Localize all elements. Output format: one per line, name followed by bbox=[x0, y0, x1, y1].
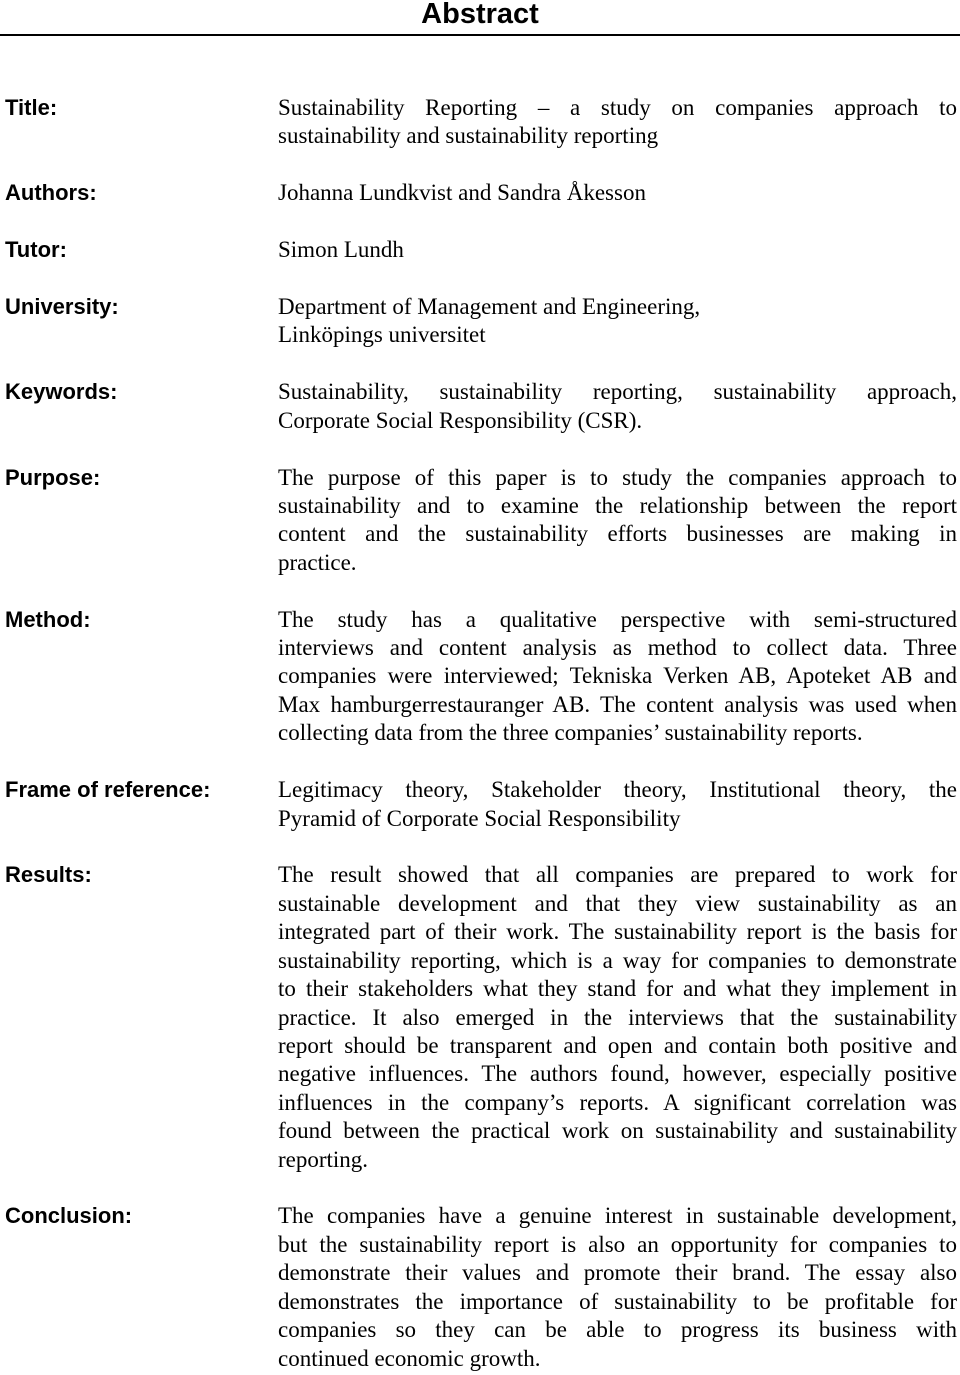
conclusion-value bbox=[278, 1202, 957, 1373]
results-line: to their stakeholders what they stand for and what they implement in bbox=[278, 976, 957, 1002]
purpose-label: Purpose: bbox=[5, 464, 101, 490]
section-title bbox=[0, 94, 960, 151]
results-line: reporting. bbox=[278, 1146, 369, 1172]
conclusion-line: continued economic growth. bbox=[278, 1345, 541, 1371]
title-line: sustainability and sustainability reporting bbox=[278, 123, 659, 149]
section-purpose bbox=[0, 464, 960, 578]
title-value bbox=[278, 94, 957, 151]
method-line: companies were interviewed; Tekniska Verken AB, Apoteket AB and bbox=[278, 663, 957, 689]
university-line: Department of Management and Engineering, bbox=[278, 293, 701, 319]
method-value bbox=[278, 606, 957, 748]
method-line: collecting data from the three companies’ sustainability reports. bbox=[278, 720, 863, 746]
tutor-line: Simon Lundh bbox=[278, 237, 404, 263]
results-line: practice. It also emerged in the interviews that the sustainability bbox=[278, 1004, 957, 1030]
results-line: sustainable development and that they view sustainability as an bbox=[278, 890, 957, 916]
section-frame-of-reference bbox=[0, 776, 960, 833]
frame-of-reference-value bbox=[278, 776, 957, 833]
abstract-heading: Abstract bbox=[421, 0, 539, 30]
section-method bbox=[0, 606, 960, 748]
frame-of-reference-label: Frame of reference: bbox=[5, 777, 211, 803]
authors-line: Johanna Lundkvist and Sandra Åkesson bbox=[278, 180, 646, 206]
keywords-value bbox=[278, 378, 957, 435]
title-line: Sustainability Reporting – a study on companies approach to bbox=[278, 95, 957, 120]
results-line: sustainability reporting, which is a way for companies to demonstrate bbox=[278, 947, 957, 973]
section-tutor bbox=[0, 236, 960, 264]
results-value bbox=[278, 861, 957, 1174]
university-line: Linköpings universitet bbox=[278, 322, 486, 348]
method-line: The study has a qualitative perspective with semi-structured bbox=[278, 606, 957, 632]
authors-value bbox=[278, 179, 957, 207]
authors-label: Authors: bbox=[5, 180, 97, 206]
abstract-body bbox=[0, 94, 960, 1373]
results-line: negative influences. The authors found, however, especially positive bbox=[278, 1061, 957, 1087]
conclusion-line: demonstrates the importance of sustainability to be profitable for bbox=[278, 1288, 957, 1314]
results-line: The result showed that all companies are prepared to work for bbox=[278, 862, 957, 888]
conclusion-line: demonstrate their values and promote their brand. The essay also bbox=[278, 1260, 957, 1286]
section-university bbox=[0, 293, 960, 350]
method-line: interviews and content analysis as method to collect data. Three bbox=[278, 635, 957, 661]
purpose-line: The purpose of this paper is to study the companies approach to bbox=[278, 464, 957, 490]
university-value bbox=[278, 293, 957, 350]
purpose-line: sustainability and to examine the relationship between the report bbox=[278, 492, 957, 518]
results-line: integrated part of their work. The sustainability report is the basis for bbox=[278, 919, 957, 945]
conclusion-label: Conclusion: bbox=[5, 1203, 133, 1229]
results-line: found between the practical work on sustainability and sustainability bbox=[278, 1118, 957, 1144]
conclusion-line: but the sustainability report is also an opportunity for companies to bbox=[278, 1231, 957, 1257]
purpose-line: practice. bbox=[278, 549, 357, 575]
keywords-label: Keywords: bbox=[5, 379, 118, 405]
title-label: Title: bbox=[5, 95, 58, 120]
conclusion-line: The companies have a genuine interest in sustainable development, bbox=[278, 1203, 957, 1229]
keywords-line: Corporate Social Responsibility (CSR). bbox=[278, 407, 643, 433]
results-line: report should be transparent and open and contain both positive and bbox=[278, 1032, 957, 1058]
frame-of-reference-line: Legitimacy theory, Stakeholder theory, Institutional theory, the bbox=[278, 777, 957, 803]
tutor-label: Tutor: bbox=[5, 237, 67, 263]
conclusion-line: companies so they can be able to progress its business with bbox=[278, 1317, 957, 1343]
heading-rule bbox=[0, 34, 960, 36]
purpose-line: content and the sustainability efforts businesses are making in bbox=[278, 521, 957, 547]
section-keywords bbox=[0, 378, 960, 435]
section-results bbox=[0, 861, 960, 1174]
results-label: Results: bbox=[5, 862, 92, 888]
keywords-line: Sustainability, sustainability reporting, sustainability approach, bbox=[278, 379, 957, 405]
frame-of-reference-line: Pyramid of Corporate Social Responsibility bbox=[278, 805, 681, 831]
method-line: Max hamburgerrestauranger AB. The content analysis was used when bbox=[278, 691, 957, 717]
tutor-value bbox=[278, 236, 957, 264]
method-label: Method: bbox=[5, 606, 91, 632]
section-conclusion bbox=[0, 1202, 960, 1373]
section-authors bbox=[0, 179, 960, 207]
purpose-value bbox=[278, 464, 957, 578]
results-line: influences in the company’s reports. A significant correlation was bbox=[278, 1089, 957, 1115]
university-label: University: bbox=[5, 293, 119, 319]
